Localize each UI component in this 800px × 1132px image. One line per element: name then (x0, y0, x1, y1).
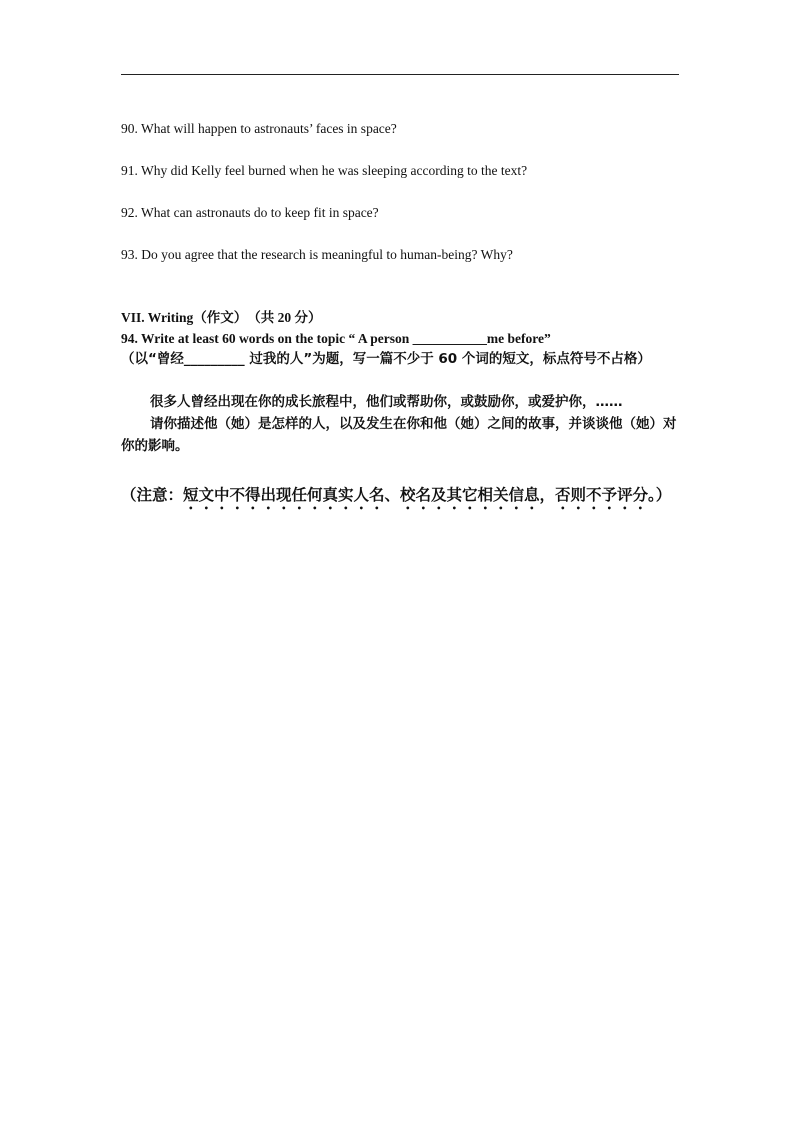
header-rule (121, 74, 679, 75)
prompt-paragraph-2: 请你描述他（她）是怎样的人，以及发生在你和他（她）之间的故事，并谈谈他（她）对你的影响。 (121, 416, 677, 454)
section-title-writing: VII. Writing（作文） （共 20 分） (121, 310, 322, 325)
prompt-paragraph-1: 很多人曾经出现在你的成长旅程中，他们或帮助你，或鼓励你，或爱护你，…… (150, 394, 623, 410)
notice-prefix: （注意： (121, 486, 184, 504)
notice-suffix: ） (655, 486, 672, 504)
notice-emphasis: 短文中不得出现任何真实人名、校名及其它相关信息，否则不予评分。 (183, 486, 656, 504)
question-94: 94. Write at least 60 words on the topic “ A person ___________me before” (121, 331, 551, 346)
writing-instruction: （以“曾经_________ 过我的人”为题，写一篇不少于 60 个词的短文，标点符号不占格） (121, 351, 651, 367)
question-92: 92. What can astronauts do to keep fit in space? (121, 205, 379, 220)
question-90: 90. What will happen to astronauts’ faces in space? (121, 121, 397, 136)
question-91: 91. Why did Kelly feel burned when he was sleeping according to the text? (121, 163, 528, 178)
question-93: 93. Do you agree that the research is meaningful to human-being? Why? (121, 247, 513, 262)
notice (121, 484, 671, 513)
